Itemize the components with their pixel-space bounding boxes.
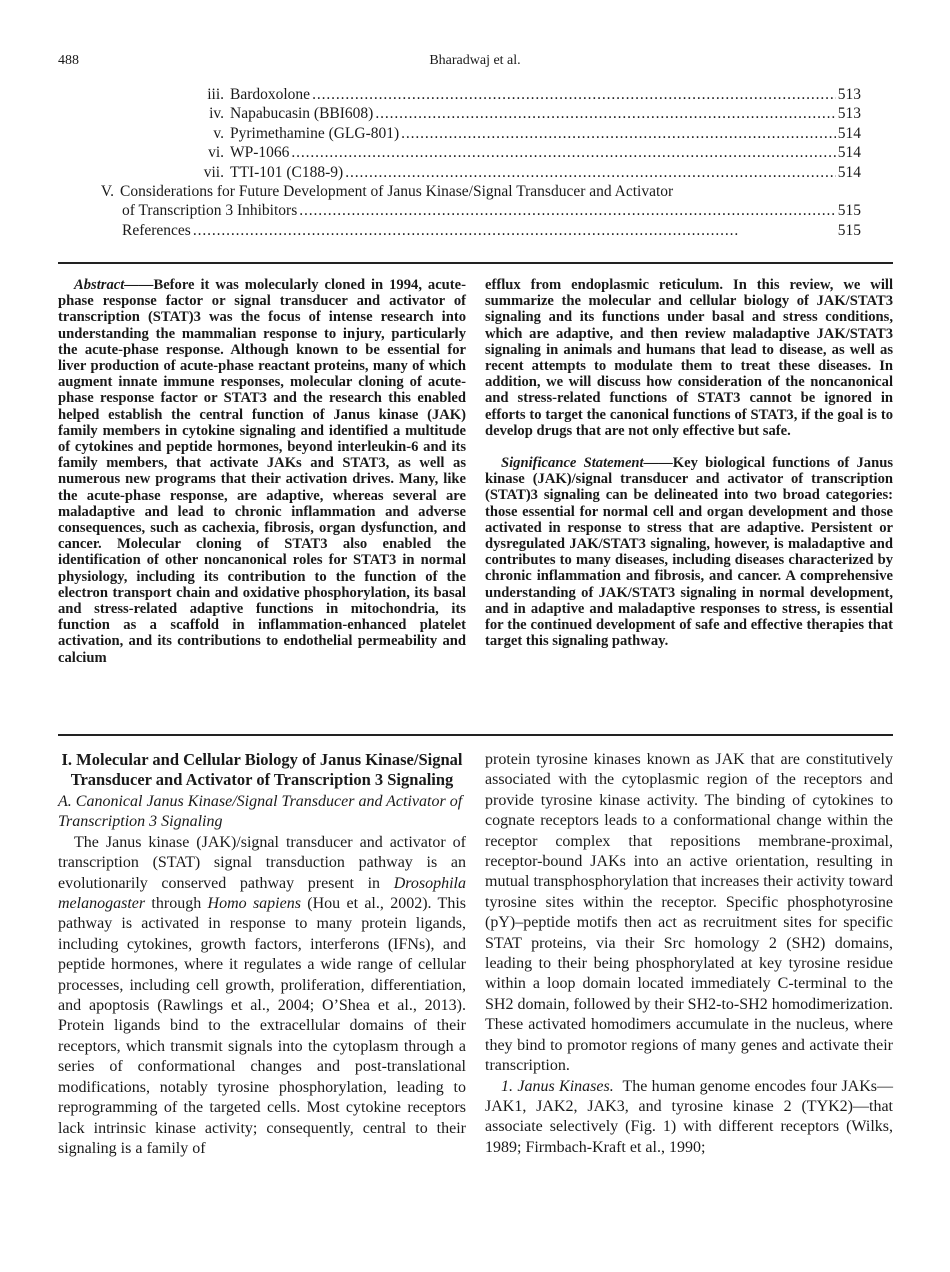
- toc-leader: [193, 221, 836, 240]
- toc-entry: [100, 143, 861, 162]
- toc-number: vi.: [208, 144, 224, 162]
- toc-entry: [100, 124, 861, 143]
- toc-leader: [345, 163, 836, 182]
- text: through: [145, 895, 208, 913]
- species-name: Homo sapiens: [207, 895, 301, 913]
- toc-leader: [375, 104, 835, 123]
- toc-page: 513: [837, 105, 861, 123]
- text: (Hou et al., 2002). This pathway is activated in response to many protein ligands, including cytokines, growth factors, interferons (IFNs), and peptide hormones, where it regulates a wide range of cellular processes, including cell growth, proliferation, differentiation, and apoptosis (Rawlings et al., 2004; O’Shea et al., 2013). Protein ligands bind to the extracellular domains of their receptors, which transmit signals into the cytoplasm through a series of conformational changes and post-translational modifications, notably tyrosine phosphorylation, leading to reprogramming of the targeted cells. Most cytokine receptors lack intrinsic kinase activity; consequently, central to their signaling is a family of: [58, 895, 466, 1157]
- toc-title: Pyrimethamine (GLG-801): [230, 124, 400, 142]
- toc-leader: [312, 85, 836, 104]
- abstract-label: Abstract——: [74, 277, 154, 293]
- body-paragraph: protein tyrosine kinases known as JAK that are constitutively associated with the cytoplasmic region of the receptors and provide tyrosine kinase activity. The binding of cytokines to cognate receptors leads to a conformational change within the receptor complex that repositions membrane-proximal, receptor-bound JAKs into an active orientation, resulting in mutual transphosphorylation that increases their activity toward tyrosine sites within the receptor. Specific phosphotyrosine (pY)–peptide motifs then act as recruitment sites for specific STAT proteins, via their Src homology 2 (SH2) domains, leading to their being phosphorylated at key tyrosine residue within a loop domain located immediately C-terminal to the SH2 domain, followed by their SH2-to-SH2 homodimerization. These activated homodimers accumulate in the nucleus, where they bind to promotor regions of many genes and activate their transcription.: [485, 751, 893, 1075]
- toc-page: 514: [837, 124, 861, 142]
- toc-entry: [100, 201, 861, 220]
- divider: [58, 734, 893, 736]
- divider: [58, 262, 893, 264]
- toc-entry: [100, 104, 861, 123]
- toc-page: 513: [837, 86, 861, 103]
- toc-entry: [100, 221, 861, 240]
- toc-number: iii.: [207, 86, 224, 103]
- abstract-text: efflux from endoplasmic reticulum. In this review, we will summarize the molecular and cellular biology of JAK/STAT3 signaling and its functions under basal and stress conditions, which are adaptive, and then review maladaptive JAK/STAT3 signaling in animals and humans that lead to disease, as well as recent attempts to modulate them to treat these diseases. In addition, we will discuss how consideration of the noncanonical and stress-related functions of STAT3 cannot be ignored in efforts to target the canonical functions of STAT3, if the goal is to develop drugs that are not only effective but safe.: [485, 277, 893, 439]
- body-paragraph: [485, 1077, 893, 1159]
- subsection-heading: A. Canonical Janus Kinase/Signal Transducer and Activator of Transcription 3 Signaling: [58, 793, 463, 831]
- page-number: 488: [58, 53, 79, 68]
- abstract-continued: [485, 277, 893, 649]
- toc-page: 514: [837, 144, 861, 162]
- body-paragraph: [58, 833, 466, 1160]
- toc-leader: [299, 201, 836, 220]
- abstract-text: Before it was molecularly cloned in 1994, acute-phase response factor or signal transducer and activator of transcription (STAT)3 was the focus of intense research into understanding the mammalian response to injury, particularly the acute-phase response. Although known to be essential for liver production of acute-phase reactant proteins, many of which augment innate immune responses, molecular cloning of acute-phase response factor or STAT3 and the research this enabled helped establish the central function of Janus kinase (JAK) family members in cytokine signaling and identified a multitude of cytokines and peptide hormones, beyond interleukin-6 and its family members, that activate JAKs and STAT3, as well as numerous new programs that their activation drives. Many, like the acute-phase response, are adaptive, whereas several are maladaptive and lead to chronic inflammation and adverse consequences, such as cachexia, fibrosis, organ dysfunction, and cancer. Molecular cloning of STAT3 also enabled the identification of other noncanonical roles for STAT3 in normal physiology, including its contribution to the function of the electron transport chain and oxidative phosphorylation, its basal and stress-related adaptive functions in mitochondria, its function as a scaffold in inflammation-enhanced platelet activation, and its contributions to endothelial permeability and calcium: [58, 277, 466, 666]
- toc-entry: [0, 182, 861, 201]
- significance-text: Key biological functions of Janus kinase (JAK)/signal transducer and activator of transcription (STAT)3 signaling can be delineated into two broad categories: those essential for normal cell and organ development and those activated in response to stress that are adaptive. Persistent or dysregulated JAK/STAT3 signaling, however, is maladaptive and contributes to many diseases, including diseases characterized by chronic inflammation and fibrosis, and cancer. A comprehensive understanding of JAK/STAT3 signaling in normal development, and in adaptive and maladaptive responses to stress, is essential for the continued development of safe and effective therapies that target this signaling pathway.: [485, 455, 893, 650]
- toc-title-line: Considerations for Future Development of Janus Kinase/Signal Transducer and Activator: [120, 183, 674, 201]
- toc-title: Napabucasin (BBI608): [230, 105, 374, 123]
- body-right-column: [485, 750, 893, 1158]
- abstract: [58, 277, 466, 666]
- toc-title: of Transcription 3 Inhibitors: [122, 202, 298, 220]
- toc-leader: [401, 124, 836, 143]
- toc-page: 514: [837, 163, 861, 181]
- species-name: Drosophila melanogaster: [58, 874, 466, 913]
- toc-title: Bardoxolone: [230, 86, 311, 103]
- toc-title: TTI-101 (C188-9): [230, 163, 344, 181]
- text: The Janus kinase (JAK)/signal transducer and activator of transcription (STAT) signal transduction pathway is an evolutionarily conserved pathway present in: [58, 833, 466, 892]
- significance-label: Significance Statement——: [501, 455, 673, 472]
- section-heading: I. Molecular and Cellular Biology of Janus Kinase/Signal Transducer and Activator of Transcription 3 Signaling: [61, 750, 463, 789]
- paragraph-heading: 1. Janus Kinases.: [501, 1077, 614, 1095]
- toc-title: References: [122, 221, 191, 239]
- toc-number: V.: [100, 183, 114, 201]
- running-head: Bharadwaj et al.: [429, 53, 521, 68]
- toc-title: WP-1066: [230, 144, 290, 162]
- toc-number: iv.: [209, 105, 224, 123]
- toc-number: v.: [213, 124, 224, 142]
- toc-number: vii.: [203, 163, 224, 181]
- toc-entry: [100, 163, 861, 182]
- toc-page: 515: [837, 221, 861, 239]
- body-left-column: [58, 750, 466, 1159]
- toc-leader: [291, 143, 835, 162]
- text: The human genome encodes four JAKs—JAK1, JAK2, JAK3, and tyrosine kinase 2 (TYK2)—that associate selectively (Fig. 1) with different receptors (Wilks, 1989; Firmbach-Kraft et al., 1990;: [485, 1077, 894, 1156]
- toc-entry: [100, 85, 861, 104]
- toc-page: 515: [837, 202, 861, 220]
- table-of-contents: [100, 85, 861, 240]
